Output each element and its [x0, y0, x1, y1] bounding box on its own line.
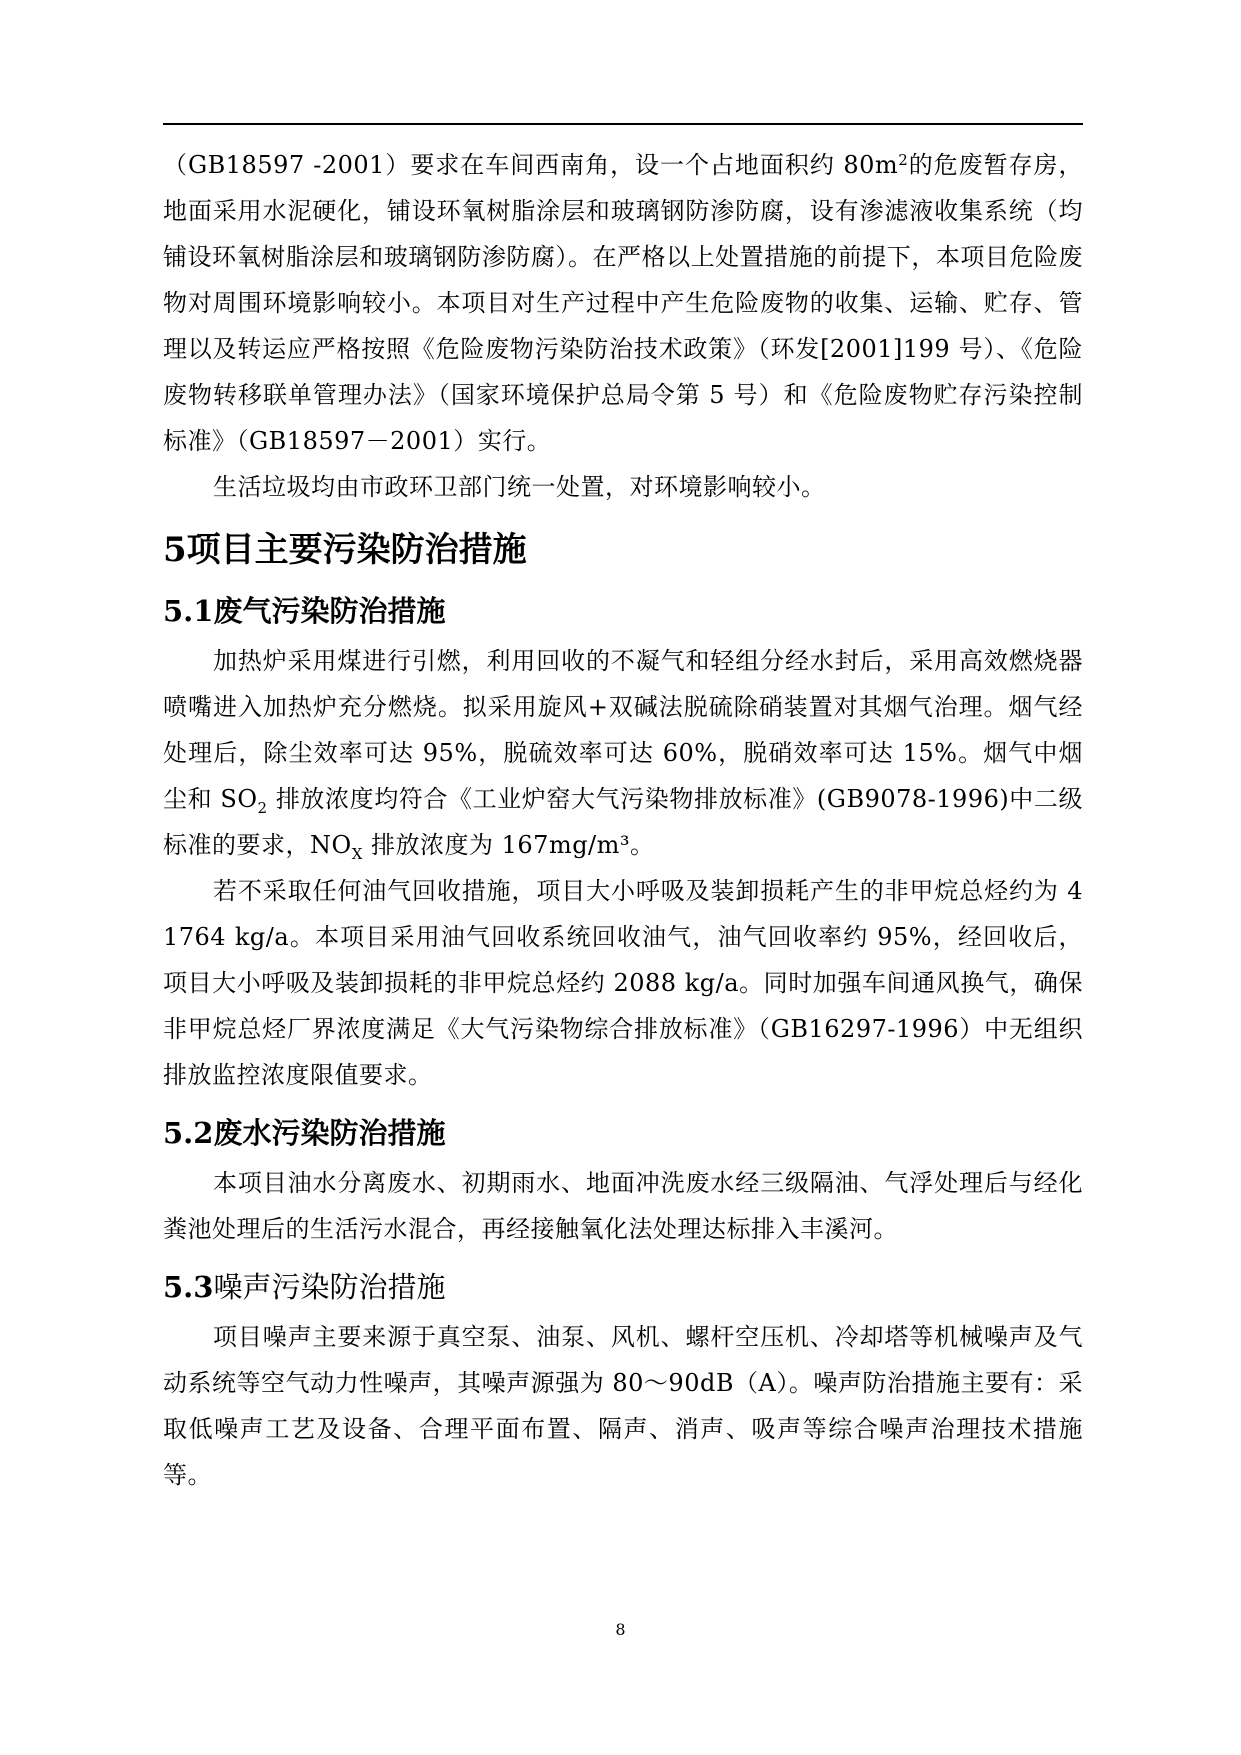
subscript: 2 — [257, 799, 268, 817]
paragraph-text: 的危废暂存房，地面采用水泥硬化，铺设环氧树脂涂层和玻璃钢防渗防腐，设有渗滤液收集系统（均铺设环氧树脂涂层和玻璃钢防渗防腐）。在严格以上处置措施的前提下，本项目危险废物对周围环境影响较小。本项目对生产过程中产生危险废物的收集、运输、贮存、管理以及转运应严格按照《危险废物污染防治技术政策》（环发[2001]199 号）、《危险废物转移联单管理办法》（国家环境保护总局令第 5 号）和《危险废物贮存污染控制标准》（GB18597－2001）实行。 — [163, 151, 1084, 455]
paragraph-waste-water: 本项目油水分离废水、初期雨水、地面冲洗废水经三级隔油、气浮处理后与经化粪池处理后的生活污水混合，再经接触氧化法处理达标排入丰溪河。 — [163, 1169, 1083, 1243]
section-heading-5-2: 5.2废水污染防治措施 — [163, 1116, 446, 1150]
paragraph-vapor-recovery: 若不采取任何油气回收措施，项目大小呼吸及装卸损耗产生的非甲烷总烃约为 41764 kg/a。本项目采用油气回收系统回收油气，油气回收率约 95%，经回收后，项目大小呼吸及装卸损耗的非甲烷总烃约 2088 kg/a。同时加强车间通风换气，确保非甲烷总烃厂界浓度满足《大气污染物综合排放标准》（GB16297-1996）中无组织排放监控浓度限值要求。 — [163, 877, 1083, 1089]
paragraph-text: 排放浓度为 167mg/m³。 — [362, 831, 655, 859]
heading-title: 噪声污染防治措施 — [213, 1270, 446, 1304]
subscript: X — [351, 845, 363, 863]
header-rule — [163, 123, 1083, 125]
section-heading-5-1: 5.1废气污染防治措施 — [163, 594, 446, 628]
paragraph-text: 加热炉采用煤进行引燃，利用回收的不凝气和轻组分经水封后，采用高效燃烧器喷嘴进入加热炉充分燃烧。拟采用旋风+双碱法脱硫除硝装置对其烟气治理。烟气经处理后，除尘效率可达 95%，脱硫效率可达 60%，脱硝效率可达 15%。烟气中烟尘和 SO — [163, 647, 1083, 813]
page-number: 8 — [615, 1620, 626, 1639]
page-content — [163, 142, 1083, 1498]
heading-number: 5.3 — [163, 1270, 214, 1304]
superscript: 2 — [898, 151, 909, 169]
paragraph-text: （GB18597 -2001）要求在车间西南角，设一个占地面积约 80m — [163, 151, 899, 179]
paragraph-text: 排放浓度均符合《工业炉窑大气污染物排放标准》(GB9078-1996)中二级标准的要求，NO — [163, 785, 1084, 859]
section-heading-5: 5项目主要污染防治措施 — [163, 530, 527, 570]
paragraph-noise: 项目噪声主要来源于真空泵、油泵、风机、螺杆空压机、冷却塔等机械噪声及气动系统等空气动力性噪声，其噪声源强为 80～90dB（A）。噪声防治措施主要有：采取低噪声工艺及设备、合理平面布置、隔声、消声、吸声等综合噪声治理技术措施等。 — [163, 1323, 1083, 1489]
paragraph-domestic-waste: 生活垃圾均由市政环卫部门统一处置，对环境影响较小。 — [213, 473, 826, 501]
paragraph-waste-gas — [163, 638, 1083, 868]
paragraph-hazardous-waste — [163, 142, 1083, 464]
section-heading-5-3 — [163, 1264, 1083, 1310]
